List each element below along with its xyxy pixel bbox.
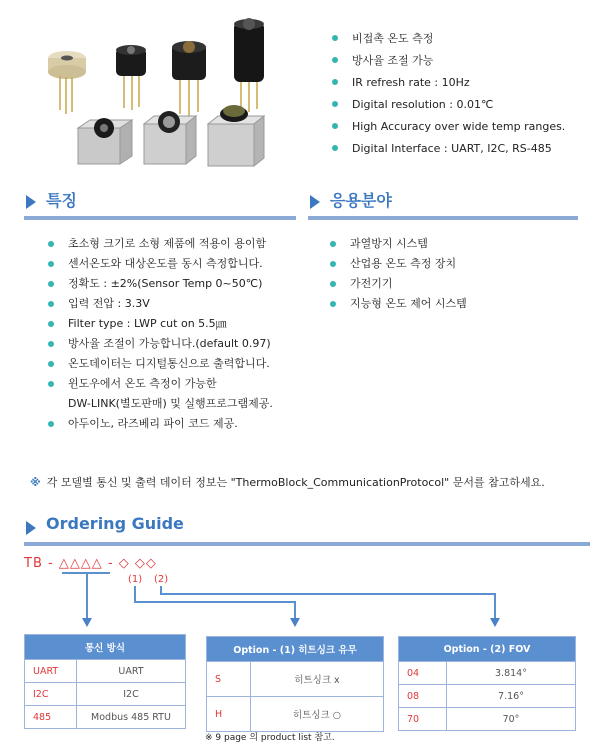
applications-title: 응용분야: [330, 191, 392, 210]
heatsink-block-3-image: [208, 105, 264, 166]
spec-item: Digital Interface : UART, I2C, RS-485: [330, 140, 600, 162]
bullet-icon: [48, 321, 54, 327]
spec-item: Digital resolution : 0.01℃: [330, 96, 600, 118]
table-row: 485 Modbus 485 RTU: [25, 706, 186, 729]
bullet-icon: [48, 261, 54, 267]
feature-item: 초소형 크기로 소형 제품에 적용이 용이함: [46, 234, 316, 254]
features-title: 특징: [46, 191, 77, 210]
spec-item: IR refresh rate : 10Hz: [330, 74, 600, 96]
bullet-icon: [48, 361, 54, 367]
feature-item: 정확도 : ±2%(Sensor Temp 0~50℃): [46, 274, 316, 294]
applications-header: [308, 188, 578, 220]
black-sensor-medium-image: [172, 41, 206, 116]
triangle-icon: [26, 521, 36, 535]
section-divider: [24, 216, 296, 220]
product-photo: [20, 10, 290, 180]
comm-table-header: 통신 방식: [25, 635, 186, 660]
spec-item: 방사율 조절 가능: [330, 52, 600, 74]
arrow-down-icon: [82, 618, 92, 627]
table-row: UART UART: [25, 660, 186, 683]
feature-item: 방사율 조절이 가능합니다.(default 0.97): [46, 334, 316, 354]
table-row: 08 7.16°: [399, 685, 576, 708]
connector-line: [134, 586, 136, 602]
black-sensor-tall-image: [234, 18, 264, 112]
triangle-icon: [310, 195, 320, 209]
arrow-down-icon: [290, 618, 300, 627]
bullet-icon: [330, 261, 336, 267]
black-sensor-small-image: [116, 45, 146, 110]
ordering-header: [24, 514, 590, 546]
bullet-icon: [332, 101, 338, 107]
features-list: [46, 234, 316, 434]
heatsink-table-header: Option - (1) 히트싱크 유무: [207, 637, 384, 662]
bullet-icon: [48, 301, 54, 307]
bullet-icon: [332, 123, 338, 129]
spec-list: [330, 30, 600, 162]
connector-line: [86, 572, 88, 620]
order-code: TB - △△△△ - ◇ ◇◇: [24, 556, 157, 571]
feature-item-continuation: DW-LINK(별도판매) 및 실행프로그램제공.: [68, 397, 273, 410]
table-row: H 히트싱크 ○: [207, 697, 384, 732]
heatsink-table: [206, 636, 384, 732]
connector-line: [160, 593, 496, 595]
spec-item: High Accuracy over wide temp ranges.: [330, 118, 600, 140]
bullet-icon: [330, 301, 336, 307]
bullet-icon: [48, 241, 54, 247]
to-can-sensor-image: [48, 51, 86, 114]
connector-line: [134, 601, 296, 603]
bullet-icon: [332, 35, 338, 41]
heatsink-footnote: ※ 9 page 의 product list 참고.: [205, 733, 335, 743]
section-divider: [24, 542, 590, 546]
heatsink-block-1-image: [78, 118, 132, 164]
application-item: 지능형 온도 제어 시스템: [328, 294, 588, 314]
feature-item: Filter type : LWP cut on 5.5㎛: [46, 314, 316, 334]
bullet-icon: [332, 57, 338, 63]
notice-mark: ※: [30, 476, 41, 489]
feature-item: 온도데이터는 디지털통신으로 출력합니다.: [46, 354, 316, 374]
application-item: 과열방지 시스템: [328, 234, 588, 254]
bullet-icon: [48, 281, 54, 287]
option-2-label: (2): [154, 574, 169, 585]
fov-table-header: Option - (2) FOV: [399, 637, 576, 662]
feature-item: 센서온도와 대상온도를 동시 측정합니다.: [46, 254, 316, 274]
notice-text: ※ 각 모델별 통신 및 출력 데이터 정보는 "ThermoBlock_CommunicationProtocol" 문서를 참고하세요.: [30, 476, 545, 489]
bullet-icon: [332, 79, 338, 85]
table-row: S 히트싱크 x: [207, 662, 384, 697]
feature-item: 윈도우에서 온도 측정이 가능한: [46, 374, 316, 394]
triangle-icon: [26, 195, 36, 209]
bullet-icon: [330, 281, 336, 287]
bullet-icon: [332, 145, 338, 151]
heatsink-block-2-image: [144, 111, 196, 164]
table-row: 70 70°: [399, 708, 576, 731]
comm-table: [24, 634, 186, 729]
spec-item: 비접촉 온도 측정: [330, 30, 600, 52]
ordering-title: Ordering Guide: [46, 514, 184, 533]
fov-table: [398, 636, 576, 731]
application-item: 가전기기: [328, 274, 588, 294]
feature-item: 입력 전압 : 3.3V: [46, 294, 316, 314]
feature-item: 아두이노, 라즈베리 파이 코드 제공.: [46, 414, 316, 434]
table-row: I2C I2C: [25, 683, 186, 706]
option-1-label: (1): [128, 574, 143, 585]
connector-line: [494, 593, 496, 621]
applications-list: [328, 234, 588, 314]
bullet-icon: [48, 381, 54, 387]
bullet-icon: [48, 421, 54, 427]
features-header: [24, 188, 296, 220]
section-divider: [308, 216, 578, 220]
arrow-down-icon: [490, 618, 500, 627]
bullet-icon: [330, 241, 336, 247]
table-row: 04 3.814°: [399, 662, 576, 685]
bullet-icon: [48, 341, 54, 347]
application-item: 산업용 온도 측정 장치: [328, 254, 588, 274]
